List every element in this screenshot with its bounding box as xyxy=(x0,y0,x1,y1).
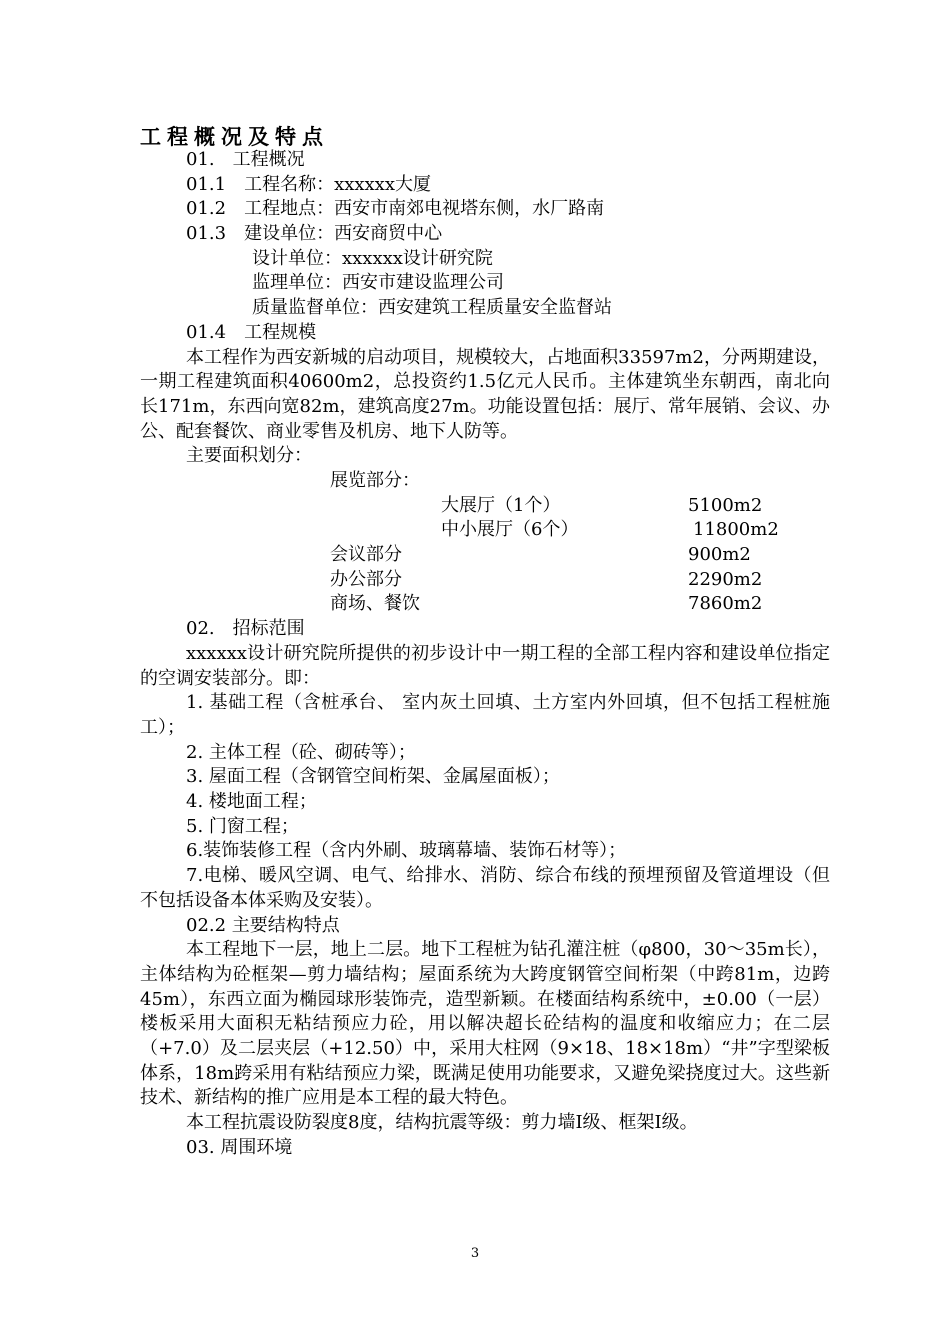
design-unit-line: 设计单位：xxxxxx设计研究院 xyxy=(252,247,493,269)
scope-paragraph xyxy=(140,642,830,691)
project-name-line: 01.1 工程名称：xxxxxx大厦 xyxy=(186,173,431,195)
list-item: 7.电梯、暖风空调、电气、给排水、消防、综合布线的预埋预留及管道埋设（但不包括设备本体采购及安装）。 xyxy=(140,865,830,911)
section-heading-02: 02. 招标范围 xyxy=(186,618,305,640)
area-label: 展览部分： xyxy=(330,470,420,491)
list-item: 5. 门窗工程； xyxy=(186,815,299,837)
section-heading-014: 01.4 工程规模 xyxy=(186,321,317,343)
area-row-exhibit xyxy=(140,469,830,494)
list-item: 3. 屋面工程（含钢管空间桁架、金属屋面板）； xyxy=(186,766,560,788)
area-value: 900m2 xyxy=(688,544,751,566)
area-label: 商场、餐饮 xyxy=(330,593,420,615)
area-label: 办公部分 xyxy=(330,568,402,590)
area-value: 5100m2 xyxy=(688,494,763,516)
section-heading-01: 01. 工程概况 xyxy=(186,149,305,170)
area-value: 11800m2 xyxy=(693,519,779,541)
area-label: 大展厅（1个） xyxy=(441,494,561,516)
construction-unit-line: 01.3 建设单位：西安商贸中心 xyxy=(186,223,443,245)
structure-paragraph xyxy=(140,938,830,1136)
area-label: 会议部分 xyxy=(330,544,402,566)
scale-paragraph-text: 本工程作为西安新城的启动项目，规模较大，占地面积33597m2，分两期建设，一期工程建筑面积40600m2，总投资约1.5亿元人民币。主体建筑坐东朝西，南北向长171m，东西向宽82m，建筑高度27m。功能设置包括：展厅、常年展销、会议、办公、配套餐饮、商业零售及机房、地下人防等。 xyxy=(140,346,830,442)
supervision-unit-line: 监理单位：西安市建设监理公司 xyxy=(252,272,504,294)
page-title: 工程概况及特点 xyxy=(140,125,329,149)
list-item: 1. 基础工程（含桩承台、 室内灰土回填、土方室内外回填，但不包括工程桩施工）； xyxy=(140,692,830,738)
list-item: 4. 楼地面工程； xyxy=(186,791,317,813)
seismic-paragraph-text: 本工程抗震设防裂度8度，结构抗震等级：剪力墙Ⅰ级、框架Ⅰ级。 xyxy=(186,1112,698,1134)
area-label: 中小展厅（6个） xyxy=(441,519,579,541)
section-heading-03: 03. 周围环境 xyxy=(186,1136,293,1158)
quality-unit-line: 质量监督单位：西安建筑工程质量安全监督站 xyxy=(252,297,612,319)
scope-paragraph-text: xxxxxx设计研究院所提供的初步设计中一期工程的全部工程内容和建设单位指定的空调安装部分。即： xyxy=(140,642,830,689)
scale-paragraph xyxy=(140,346,830,445)
area-row-mall xyxy=(140,592,830,617)
area-value: 2290m2 xyxy=(688,568,763,590)
list-item: 2. 主体工程（砼、砌砖等）； xyxy=(186,741,416,763)
project-location-line: 01.2 工程地点：西安市南郊电视塔东侧，水厂路南 xyxy=(186,198,605,220)
page-number: 3 xyxy=(470,1246,480,1261)
document-body xyxy=(140,148,830,1161)
area-row-small-hall xyxy=(140,518,830,543)
list-item: 6.装饰装修工程（含内外刷、玻璃幕墙、装饰石材等）； xyxy=(186,840,627,862)
area-row-office xyxy=(140,568,830,593)
scope-list xyxy=(140,691,830,913)
structure-paragraph-text: 本工程地下一层，地上二层。地下工程桩为钻孔灌注桩（φ800，30～35m长），主体结构为砼框架—剪力墙结构；屋面系统为大跨度钢管空间桁架（中跨81m，边跨45m），东西立面为椭园球形装饰壳，造型新颖。在楼面结构系统中，±0.00（一层）楼板采用大面积无粘结预应力砼，用以解决超长砼结构的温度和收缩应力；在二层（+7.0）及二层夹层（+12.50）中，采用大柱网（9×18、18×18m）“井”字型梁板体系，18m跨采用有粘结预应力梁，既满足使用功能要求，又避免梁挠度过大。这些新技术、新结构的推广应用是本工程的最大特色。 xyxy=(140,939,830,1109)
area-row-meeting xyxy=(140,543,830,568)
section-heading-022: 02.2 主要结构特点 xyxy=(186,914,340,936)
area-value: 7860m2 xyxy=(688,593,763,615)
area-row-big-hall xyxy=(140,494,830,519)
area-intro: 主要面积划分： xyxy=(186,445,312,467)
